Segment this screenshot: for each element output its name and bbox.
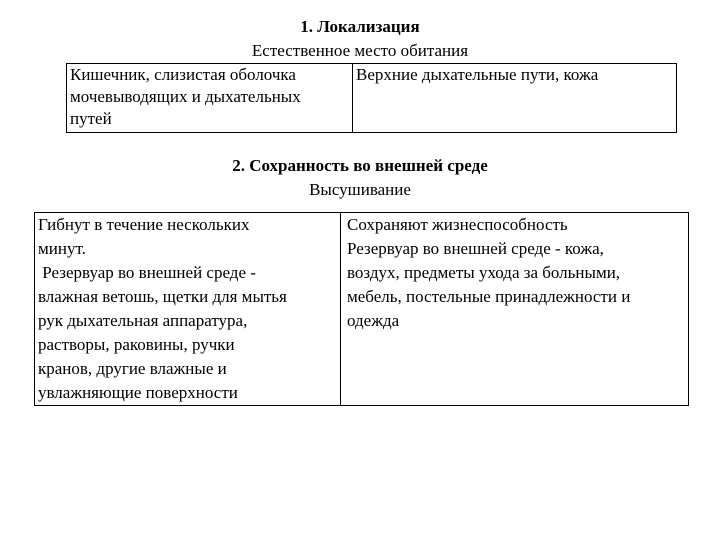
cell-line: Кишечник, слизистая оболочка [70, 65, 296, 84]
section-1-title: 1. Локализация [300, 17, 420, 36]
cell-line: кранов, другие влажные и [38, 359, 227, 378]
cell-line: мебель, постельные принадлежности и [347, 287, 631, 306]
cell-line: растворы, раковины, ручки [38, 335, 235, 354]
cell-line: путей [70, 109, 112, 128]
cell-line: воздух, предметы ухода за больными, [347, 263, 621, 282]
cell-line: Гибнут в течение нескольких [38, 215, 250, 234]
cell-line: Резервуар во внешней среде - кожа, [347, 239, 604, 258]
cell-line: Верхние дыхательные пути, кожа [356, 65, 599, 84]
cell-line: рук дыхательная аппаратура, [38, 311, 248, 330]
cell-line: Резервуар во внешней среде - [38, 263, 256, 282]
cell-line: одежда [347, 311, 400, 330]
localization-left-cell [67, 64, 353, 133]
survival-right-cell [341, 213, 689, 406]
cell-line: влажная ветошь, щетки для мытья [38, 287, 287, 306]
survival-table [34, 212, 689, 406]
section-1-subtitle: Естественное место обитания [251, 41, 469, 60]
cell-line: мочевыводящих и дыхательных [70, 87, 301, 106]
table-row [67, 64, 677, 133]
cell-line: минут. [38, 239, 86, 258]
localization-right-cell [353, 64, 677, 133]
section-2-subtitle: Высушивание [309, 180, 411, 199]
survival-left-cell [35, 213, 341, 406]
cell-line: Сохраняют жизнеспособность [347, 215, 568, 234]
localization-table [66, 63, 677, 133]
section-2-title: 2. Сохранность во внешней среде [232, 156, 488, 175]
table-row [35, 213, 689, 406]
cell-line: увлажняющие поверхности [38, 383, 238, 402]
